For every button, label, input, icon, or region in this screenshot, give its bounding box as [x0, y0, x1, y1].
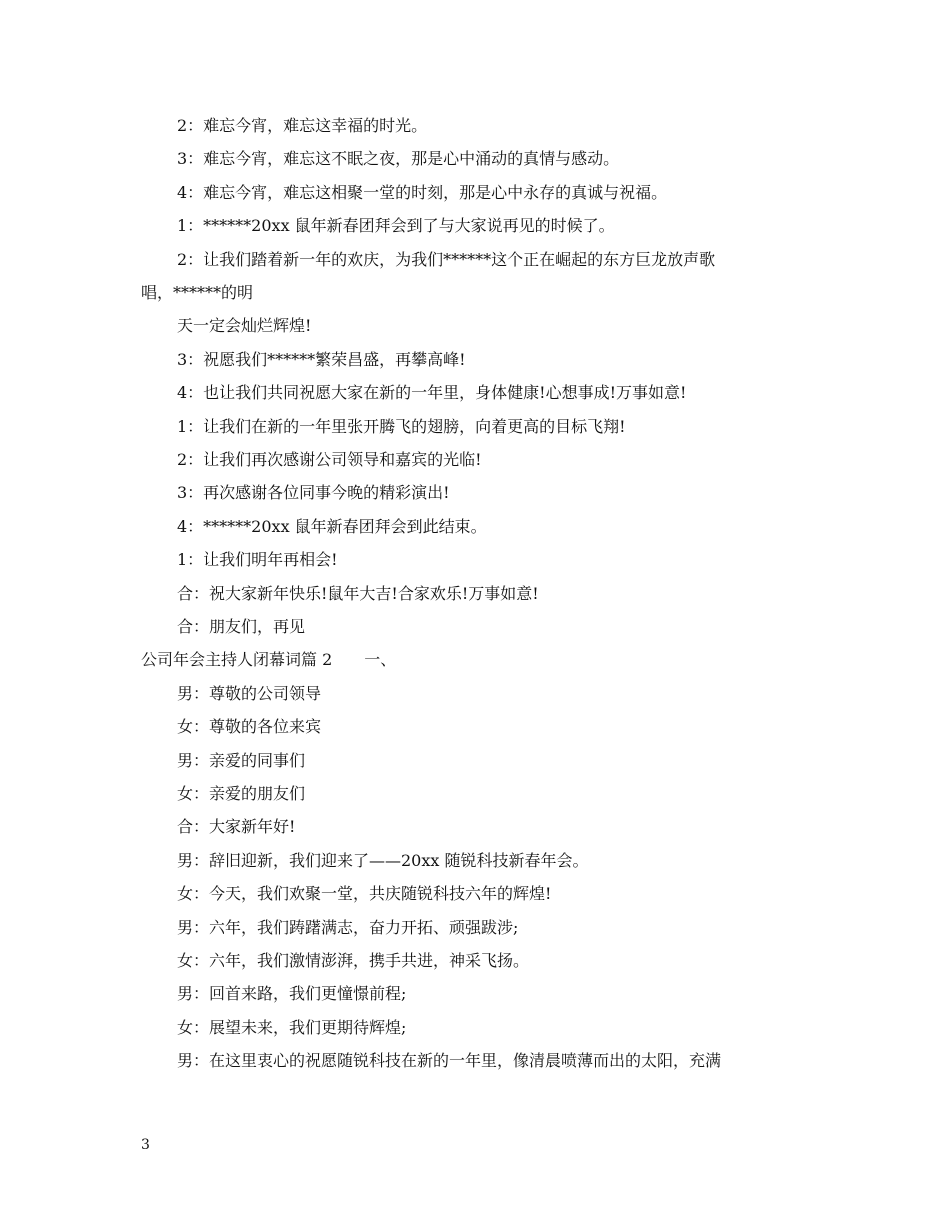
text-line: 1：让我们在新的一年里张开腾飞的翅膀，向着更高的目标飞翔!	[177, 416, 626, 436]
text-line: 1：******20xx 鼠年新春团拜会到了与大家说再见的时候了。	[177, 216, 615, 236]
text-line: 合：朋友们，再见	[177, 617, 306, 636]
text-line: 天一定会灿烂辉煌!	[177, 316, 312, 336]
text-line: 女：亲爱的朋友们	[177, 784, 306, 803]
text-line: 男：尊敬的公司领导	[177, 683, 322, 703]
text-line: 4：也让我们共同祝愿大家在新的一年里，身体健康!心想事成!万事如意!	[177, 383, 687, 403]
text-line: 3：难忘今宵，难忘这不眠之夜，那是心中涌动的真情与感动。	[177, 149, 620, 169]
text-line: 4：难忘今宵，难忘这相聚一堂的时刻，那是心中永存的真诚与祝福。	[177, 182, 668, 202]
page-number: 3	[141, 1137, 150, 1153]
text-line: 3：再次感谢各位同事今晚的精彩演出!	[177, 483, 450, 503]
text-line: 女：尊敬的各位来宾	[177, 717, 322, 737]
text-line: 男：辞旧迎新，我们迎来了——20xx 随锐科技新春年会。	[177, 850, 589, 870]
text-line: 女：展望未来，我们更期待辉煌;	[177, 1017, 407, 1037]
text-line: 1：让我们明年再相会!	[177, 550, 338, 570]
text-line: 女：六年，我们激情澎湃，携手共进，神采飞扬。	[177, 951, 530, 970]
text-line: 男：亲爱的同事们	[177, 750, 306, 770]
text-line: 2：让我们再次感谢公司领导和嘉宾的光临!	[177, 450, 482, 469]
text-line: 2：难忘今宵，难忘这幸福的时光。	[177, 116, 428, 135]
text-line: 男：在这里衷心的祝愿随锐科技在新的一年里，像清晨喷薄而出的太阳，充满	[177, 1051, 722, 1071]
text-line: 女：今天，我们欢聚一堂，共庆随锐科技六年的辉煌!	[177, 884, 552, 904]
text-line: 3：祝愿我们******繁荣昌盛，再攀高峰!	[177, 349, 466, 369]
text-line: 合：祝大家新年快乐!鼠年大吉!合家欢乐!万事如意!	[177, 583, 539, 603]
text-line: 男：回首来路，我们更憧憬前程;	[177, 984, 407, 1004]
text-line: 合：大家新年好!	[177, 817, 296, 837]
text-line: 男：六年，我们踌躇满志，奋力开拓、顽强跋涉;	[177, 917, 519, 937]
text-line: 4：******20xx 鼠年新春团拜会到此结束。	[177, 516, 487, 536]
text-line: 2：让我们踏着新一年的欢庆，为我们******这个正在崛起的东方巨龙放声歌	[177, 249, 716, 269]
text-line: 唱，******的明	[141, 283, 254, 302]
section-heading: 公司年会主持人闭幕词篇 2 一、	[141, 650, 397, 670]
